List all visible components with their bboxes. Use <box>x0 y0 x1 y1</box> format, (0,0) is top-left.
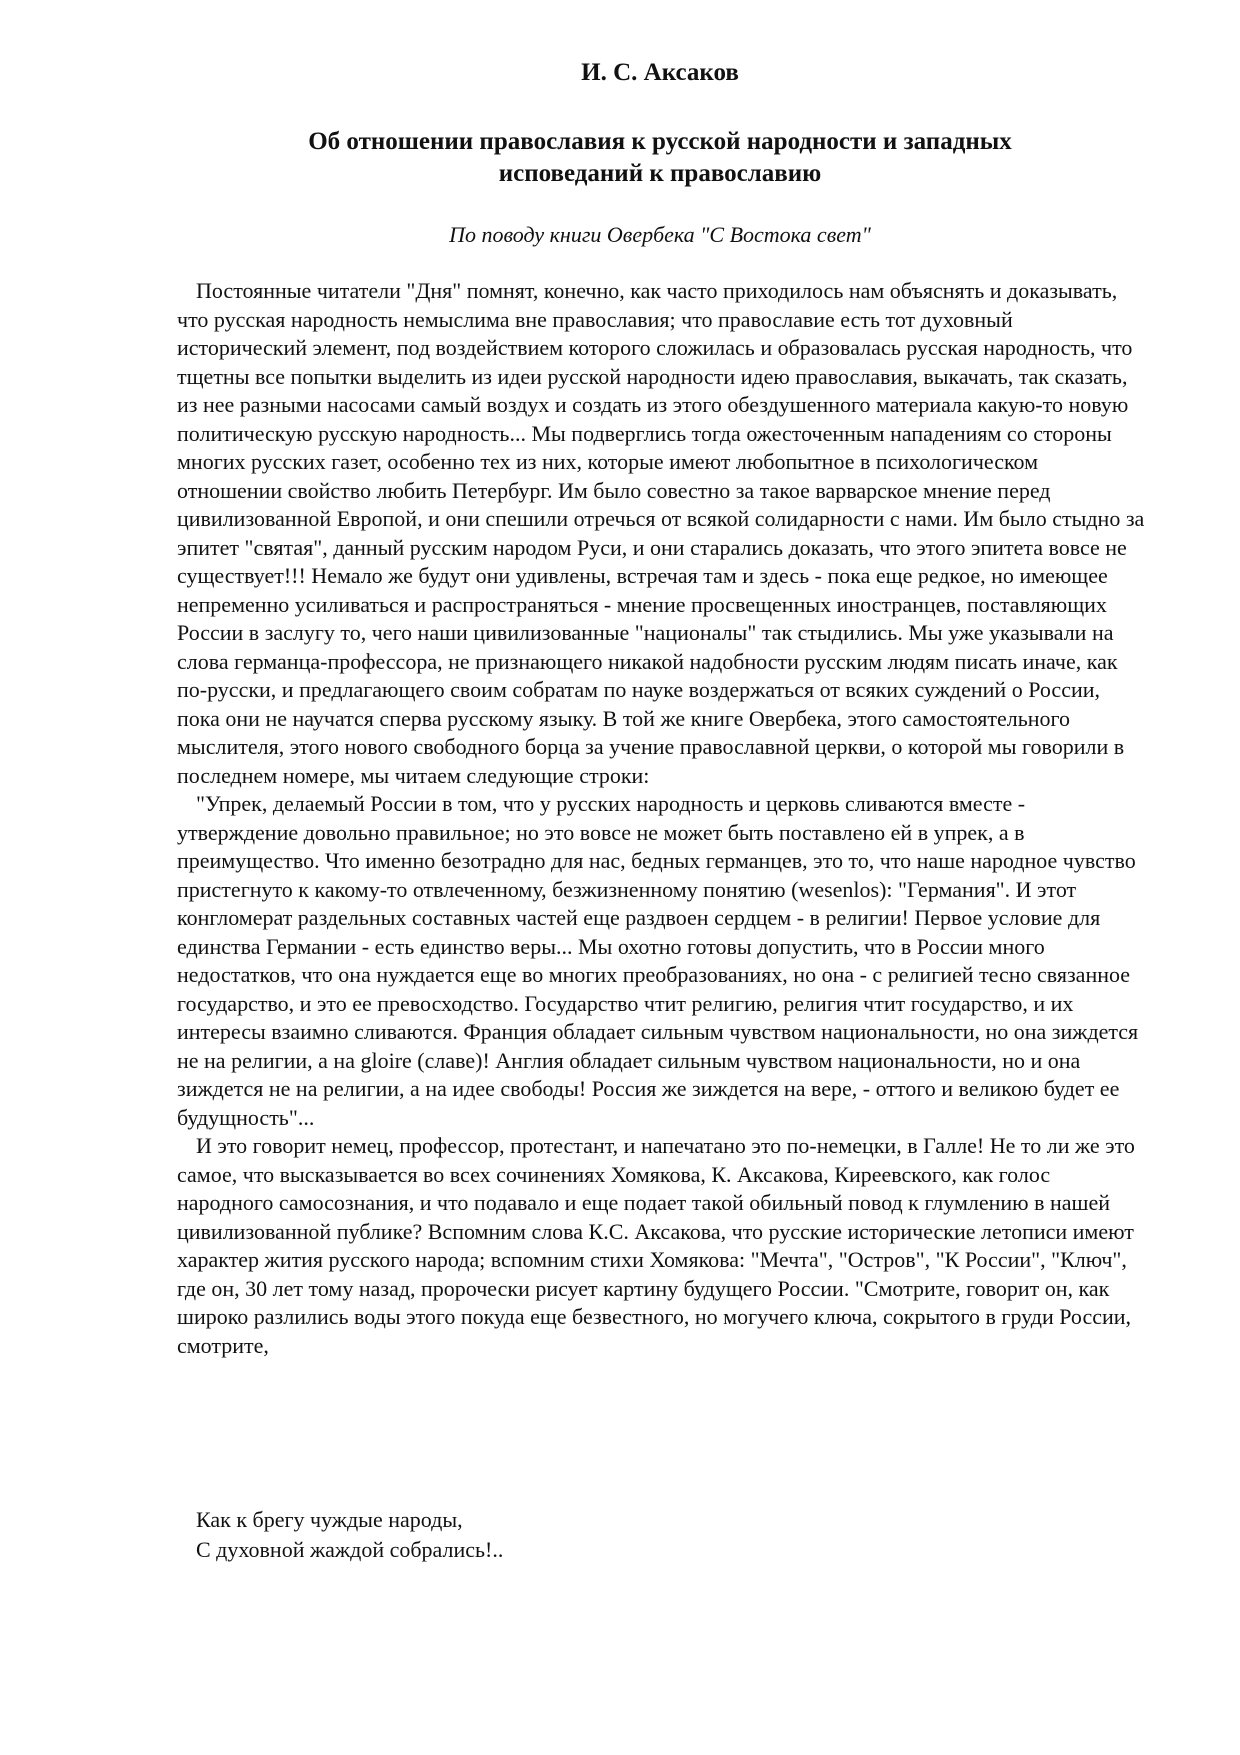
article-subtitle: По поводу книги Овербека "С Востока свет" <box>449 222 871 247</box>
title-line-1: Об отношении православия к русской народности и западных <box>308 128 1012 155</box>
article-title <box>240 126 1080 190</box>
title-line-2: исповеданий к православию <box>498 160 822 187</box>
verse-block <box>196 1505 896 1565</box>
paragraph-1: Постоянные читатели "Дня" помнят, конечно, как часто приходилось нам объяснять и доказывать, что русская народность немыслима вне православия; что православие есть тот духовный исторический элемент, под воздействием которого сложилась и образовалась русская народность, что тщетны все попытки выделить из идеи русской народности идею православия, выкачать, так сказать, из нее разными насосами самый воздух и создать из этого обездушенного материала какую-то новую политическую русскую народность... Мы подверглись тогда ожесточенным нападениям со стороны многих русских газет, особенно тех из них, которые имеют любопытное в психологическом отношении свойство любить Петербург. Им было совестно за такое варварское мнение перед цивилизованной Европой, и они спешили отречься от всякой солидарности с нами. Им было стыдно за эпитет "святая", данный русским народом Руси, и они старались доказать, что этого эпитета вовсе не существует!!! Немало же будут они удивлены, встречая там и здесь - пока еще редкое, но имеющее непременно усиливаться и распространяться - мнение просвещенных иностранцев, поставляющих России в заслугу то, чего наши цивилизованные "националы" так стыдились. Мы уже указывали на слова германца-профессора, не признающего никакой надобности русским людям писать иначе, как по-русски, и предлагающего своим собратам по науке воздержаться от всяких суждений о России, пока они не научатся сперва русскому языку. В той же книге Овербека, этого самостоятельного мыслителя, этого нового свободного борца за учение православной церкви, о которой мы говорили в последнем номере, мы читаем следующие строки: <box>177 278 1145 788</box>
paragraph-2-quote: "Упрек, делаемый России в том, что у русских народность и церковь сливаются вместе - утверждение довольно правильное; но это вовсе не может быть поставлено ей в упрек, а в преимущество. Что именно безотрадно для нас, бедных германцев, это то, что наше народное чувство пристегнуто к какому-то отвлеченному, безжизненному понятию (wesenlos): "Германия". И этот конгломерат раздельных составных частей еще раздвоен сердцем - в религии! Первое условие для единства Германии - есть единство веры... Мы охотно готовы допустить, что в России много недостатков, что она нуждается еще во многих преобразованиях, но она - с религией тесно связанное государство, и это ее превосходство. Государство чтит религию, религия чтит государство, и их интересы взаимно сливаются. Франция обладает сильным чувством национальности, но она зиждется не на религии, а на gloire (славе)! Англия обладает сильным чувством национальности, но и она зиждется не на религии, а на идее свободы! Россия же зиждется на вере, - оттого и великою будет ее будущность"... <box>177 791 1139 1130</box>
verse-line-2: С духовной жаждой собрались!.. <box>196 1537 504 1562</box>
author-heading: И. С. Аксаков <box>581 59 739 86</box>
paragraph-3: И это говорит немец, профессор, протестант, и напечатано это по-немецки, в Галле! Не то ли же это самое, что высказывается во всех сочинениях Хомякова, К. Аксакова, Киреевского, как голос народного самосознания, и что подавало и еще подает такой обильный повод к глумлению в нашей цивилизованной публике? Вспомним слова К.С. Аксакова, что русские исторические летописи имеют характер жития русского народа; вспомним стихи Хомякова: "Мечта", "Остров", "К России", "Ключ", где он, 30 лет тому назад, пророчески рисует картину будущего России. "Смотрите, говорит он, как широко разлились воды этого покуда еще безвестного, но могучего ключа, сокрытого в груди России, смотрите, <box>177 1133 1135 1358</box>
article-body <box>177 277 1147 1360</box>
verse-line-1: Как к брегу чуждые народы, <box>196 1507 463 1532</box>
